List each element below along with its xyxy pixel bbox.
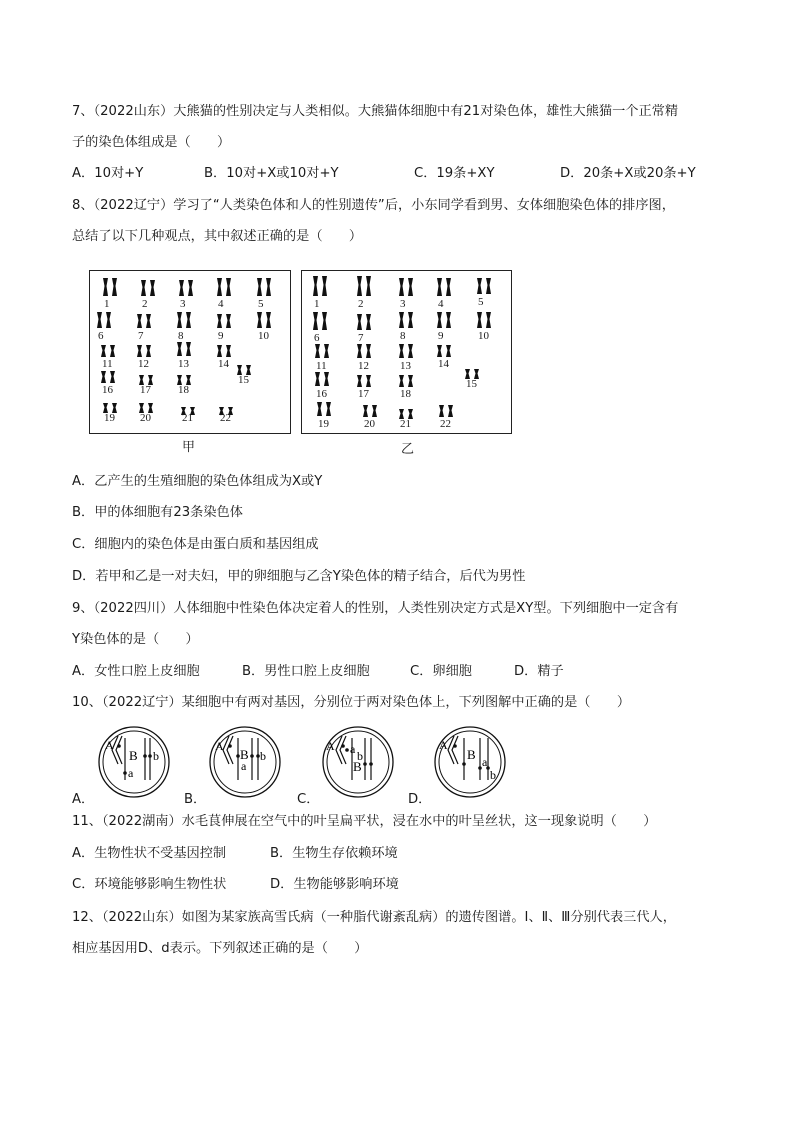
- q10-stem-line1: 10、（2022辽宁）某细胞中有两对基因，分别位于两对染色体上，下列图解中正确的是（ ）: [72, 695, 631, 710]
- chromosome-number: 17: [358, 388, 369, 400]
- gene-label-b-lower: b: [153, 749, 159, 763]
- q11-stem-line1: 11、（2022湖南）水毛茛伸展在空气中的叶呈扁平状，浸在水中的叶呈丝状，这一现象说明（ ）: [72, 814, 657, 829]
- chromosome-number: 19: [104, 412, 115, 424]
- chromosome-pair: [434, 277, 454, 301]
- gene-label-a-lower: a: [350, 742, 356, 756]
- chromosome-number: 21: [182, 412, 193, 424]
- chromosome-pair: [100, 277, 120, 301]
- chromosome-number: 10: [258, 330, 269, 342]
- chromosome-number: 10: [478, 330, 489, 342]
- q7-stem-line2: 子的染色体组成是（ ）: [72, 135, 231, 150]
- chromosome-number: 3: [180, 298, 186, 310]
- chromosome-number: 3: [400, 298, 406, 310]
- gene-label-a-lower: a: [482, 755, 488, 769]
- gene-label-b-upper: B: [240, 747, 249, 762]
- q8-stem-line2: 总结了以下几种观点，其中叙述正确的是（ ）: [72, 229, 363, 244]
- q8-option-b: B．甲的体细胞有23条染色体: [72, 505, 243, 520]
- chromosome-number: 5: [478, 296, 484, 308]
- gene-label-b-lower: b: [260, 749, 266, 763]
- chromosome-number: 15: [466, 378, 477, 390]
- q8-option-c: C．细胞内的染色体是由蛋白质和基因组成: [72, 537, 319, 552]
- chromosome-number: 14: [218, 358, 229, 370]
- chromosome-number: 2: [142, 298, 148, 310]
- chromosome-number: 7: [358, 332, 364, 344]
- q11-option-b: B．生物生存依赖环境: [270, 846, 398, 861]
- chromosome-pair: [354, 313, 374, 335]
- q10-option-d-label: D．: [408, 792, 432, 807]
- chromosome-number: 16: [316, 388, 327, 400]
- q8-option-d: D．若甲和乙是一对夫妇，甲的卵细胞与乙含Y染色体的精子结合，后代为男性: [72, 569, 526, 584]
- chromosome-pair: [174, 311, 194, 333]
- q12-stem-line1: 12、（2022山东）如图为某家族高雪氏病（一种脂代谢紊乱病）的遗传图谱。Ⅰ、Ⅱ、Ⅲ分别代表三代人，: [72, 910, 676, 925]
- gene-label-a-upper: A: [105, 738, 114, 752]
- chromosome-number: 11: [316, 360, 327, 372]
- q9-stem-line1: 9、（2022四川）人体细胞中性染色体决定着人的性别，人类性别决定方式是XY型。下列细胞中一定含有: [72, 601, 679, 616]
- q12-stem-line2: 相应基因用D、d表示。下列叙述正确的是（ ）: [72, 941, 368, 956]
- chromosome-pair: [214, 313, 234, 333]
- chromosome-number: 20: [364, 418, 375, 430]
- chromosome-number: 8: [400, 330, 406, 342]
- gene-label-b-upper: B: [467, 747, 476, 762]
- q9-option-a: A．女性口腔上皮细胞: [72, 664, 200, 679]
- chromosome-number: 2: [358, 298, 364, 310]
- chromosome-number: 15: [238, 374, 249, 386]
- chromosome-pair: [176, 279, 196, 301]
- chromosome-number: 22: [220, 412, 231, 424]
- chromosome-number: 4: [218, 298, 224, 310]
- chromosome-number: 5: [258, 298, 264, 310]
- chromosome-number: 22: [440, 418, 451, 430]
- chromosome-pair: [396, 311, 416, 333]
- chromosome-number: 4: [438, 298, 444, 310]
- q10-cell-diagram-a: [96, 724, 172, 800]
- chromosome-number: 7: [138, 330, 144, 342]
- q11-option-d: D．生物能够影响环境: [270, 877, 399, 892]
- chromosome-pair: [474, 277, 494, 299]
- q7-option-d: D．20条+X或20条+Y: [560, 166, 696, 181]
- chromosome-number: 8: [178, 330, 184, 342]
- chromosome-number: 6: [98, 330, 104, 342]
- gene-label-a-lower: a: [241, 759, 247, 773]
- q8-stem-line1: 8、（2022辽宁）学习了“人类染色体和人的性别遗传”后，小东同学看到男、女体细胞染色体的排序图，: [72, 198, 675, 213]
- chromosome-number: 1: [104, 298, 110, 310]
- q7-stem-line1: 7、（2022山东）大熊猫的性别决定与人类相似。大熊猫体细胞中有21对染色体，雄性大熊猫一个正常精: [72, 104, 679, 119]
- chromosome-number: 20: [140, 412, 151, 424]
- gene-label-b-lower: b: [490, 768, 496, 782]
- q11-option-c: C．环境能够影响生物性状: [72, 877, 227, 892]
- gene-label-b-upper: B: [129, 748, 138, 763]
- chromosome-number: 14: [438, 358, 449, 370]
- karyotype-figure-yi: [301, 270, 512, 434]
- chromosome-number: 13: [400, 360, 411, 372]
- chromosome-number: 18: [400, 388, 411, 400]
- q9-option-b: B．男性口腔上皮细胞: [242, 664, 370, 679]
- q9-stem-line2: Y染色体的是（ ）: [72, 632, 199, 647]
- chromosome-pair: [434, 311, 454, 333]
- chromosome-pair: [396, 277, 416, 301]
- q9-option-d: D．精子: [514, 664, 564, 679]
- q7-option-a: A．10对+Y: [72, 166, 144, 181]
- gene-label-b-upper: B: [353, 759, 362, 774]
- chromosome-number: 12: [358, 360, 369, 372]
- gene-label-a-lower: a: [128, 766, 134, 780]
- q10-cell-diagram-c: [320, 724, 396, 800]
- chromosome-number: 19: [318, 418, 329, 430]
- chromosome-pair: [354, 275, 374, 301]
- chromosome-pair: [214, 277, 234, 301]
- chromosome-number: 9: [438, 330, 444, 342]
- chromosome-number: 17: [140, 384, 151, 396]
- q8-option-a: A．乙产生的生殖细胞的染色体组成为X或Y: [72, 474, 323, 489]
- q7-option-c: C．19条+XY: [414, 166, 495, 181]
- chromosome-number: 16: [102, 384, 113, 396]
- q9-option-c: C．卵细胞: [410, 664, 472, 679]
- gene-label-b-lower: b: [357, 749, 363, 763]
- karyotype-caption-jia: 甲: [182, 440, 196, 455]
- gene-label-a-upper: A: [326, 739, 335, 753]
- chromosome-pair: [94, 311, 114, 333]
- q10-option-b-label: B．: [184, 792, 207, 807]
- chromosome-number: 6: [314, 332, 320, 344]
- gene-label-a-upper: A: [215, 739, 224, 753]
- chromosome-pair: [254, 277, 274, 301]
- karyotype-caption-yi: 乙: [401, 442, 415, 457]
- chromosome-pair: [310, 311, 330, 335]
- chromosome-number: 1: [314, 298, 320, 310]
- q10-cell-diagram-b: [207, 724, 283, 800]
- chromosome-number: 9: [218, 330, 224, 342]
- chromosome-number: 12: [138, 358, 149, 370]
- chromosome-number: 13: [178, 358, 189, 370]
- q10-option-a-label: A．: [72, 792, 95, 807]
- gene-label-a-upper: A: [439, 738, 448, 752]
- q10-cell-diagram-d: [432, 724, 508, 800]
- chromosome-number: 18: [178, 384, 189, 396]
- chromosome-pair: [138, 279, 158, 301]
- chromosome-pair: [310, 275, 330, 301]
- karyotype-figure-jia: [89, 270, 291, 434]
- q7-option-b: B．10对+X或10对+Y: [204, 166, 339, 181]
- q11-option-a: A．生物性状不受基因控制: [72, 846, 227, 861]
- chromosome-pair: [134, 313, 154, 333]
- chromosome-number: 11: [102, 358, 113, 370]
- chromosome-number: 21: [400, 418, 411, 430]
- q10-option-c-label: C．: [297, 792, 320, 807]
